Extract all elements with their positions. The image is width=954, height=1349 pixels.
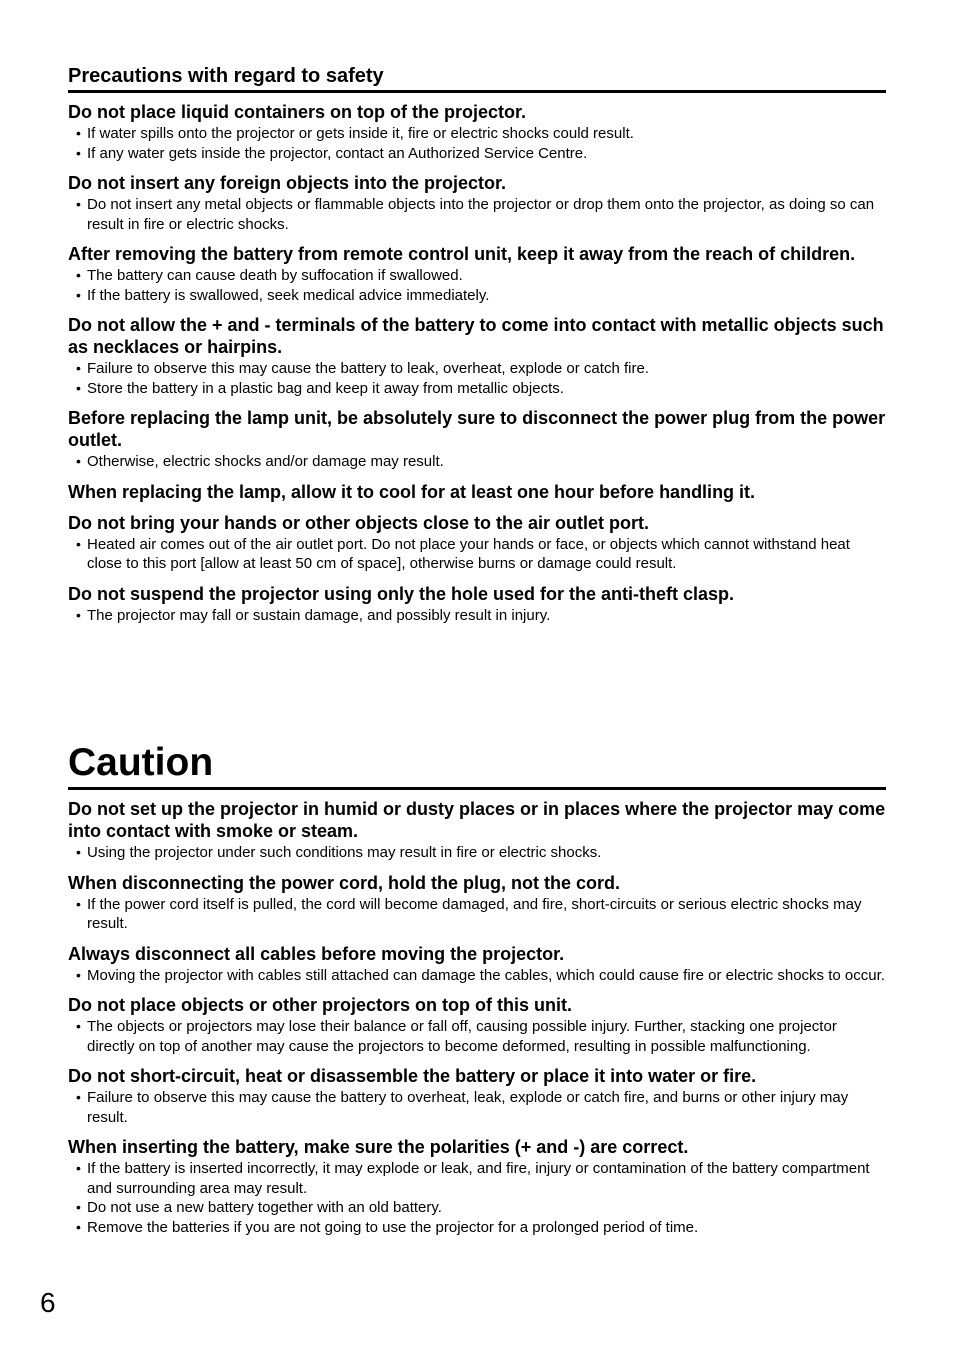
bullet-item <box>68 895 886 934</box>
bullet-item <box>68 286 886 306</box>
safety-item <box>68 407 886 472</box>
bullet-text: If the battery is inserted incorrectly, it may explode or leak, and fire, injury or contamination of the battery compartment and surrounding area may result. <box>87 1160 870 1197</box>
bullet-list <box>68 966 886 986</box>
bullet-list <box>68 124 886 163</box>
bullet-item <box>68 535 886 574</box>
bullet-item <box>68 359 886 379</box>
safety-item <box>68 172 886 234</box>
bullet-list <box>68 359 886 398</box>
safety-item <box>68 481 886 503</box>
bullet-text: If water spills onto the projector or gets inside it, fire or electric shocks could result. <box>87 125 634 142</box>
item-heading: Do not bring your hands or other objects close to the air outlet port. <box>68 512 650 533</box>
bullet-dot-icon: • <box>76 1218 81 1235</box>
bullet-dot-icon: • <box>76 360 81 376</box>
item-heading: Do not place liquid containers on top of the projector. <box>68 102 527 122</box>
bullet-dot-icon: • <box>76 267 81 283</box>
bullet-item <box>68 144 886 164</box>
bullet-dot-icon: • <box>76 1199 81 1215</box>
safety-item <box>68 583 886 626</box>
bullet-text: Remove the batteries if you are not going to use the projector for a prolonged period of time. <box>87 1218 699 1236</box>
safety-item <box>68 943 886 986</box>
bullet-dot-icon: • <box>76 286 81 303</box>
page-number: 6 <box>40 1287 56 1318</box>
bullet-list <box>68 1088 886 1127</box>
bullet-text: Failure to observe this may cause the battery to leak, overheat, explode or catch fire. <box>87 360 649 377</box>
safety-item <box>68 994 886 1056</box>
precautions-list <box>68 101 886 625</box>
bullet-text: If the power cord itself is pulled, the cord will become damaged, and fire, short-circuits or serious electric shocks may result. <box>87 895 862 932</box>
bullet-item <box>68 452 886 472</box>
bullet-item <box>68 606 886 626</box>
item-heading: Do not insert any foreign objects into the projector. <box>68 173 507 193</box>
bullet-dot-icon: • <box>76 966 81 983</box>
bullet-text: Heated air comes out of the air outlet port. Do not place your hands or face, or objects which cannot withstand heat close to this port [allow at least 50 cm of space], otherwise burns or damage could result. <box>87 535 850 572</box>
bullet-dot-icon: • <box>76 125 81 141</box>
item-heading: Do not short-circuit, heat or disassemble the battery or place it into water or fire. <box>68 1066 757 1086</box>
bullet-dot-icon: • <box>76 895 81 912</box>
precautions-title: Precautions with regard to safety <box>68 64 886 93</box>
bullet-list <box>68 895 886 934</box>
safety-item <box>68 512 886 574</box>
safety-item <box>68 872 886 934</box>
bullet-list <box>68 266 886 305</box>
bullet-text: Do not insert any metal objects or flammable objects into the projector or drop them onto the projector, as doing so can result in fire or electric shocks. <box>87 196 875 233</box>
item-heading: When inserting the battery, make sure the polarities (+ and -) are correct. <box>68 1137 689 1157</box>
bullet-item <box>68 1218 886 1238</box>
caution-title: Caution <box>68 740 886 790</box>
bullet-item <box>68 1017 886 1056</box>
bullet-dot-icon: • <box>76 1089 81 1105</box>
item-heading: Before replacing the lamp unit, be absolutely sure to disconnect the power plug from the power outlet. <box>68 408 886 450</box>
bullet-list <box>68 1017 886 1056</box>
bullet-item <box>68 124 886 144</box>
safety-item <box>68 243 886 305</box>
bullet-list <box>68 606 886 626</box>
bullet-dot-icon: • <box>76 144 81 161</box>
safety-item <box>68 314 886 398</box>
safety-item <box>68 1065 886 1127</box>
safety-item <box>68 1136 886 1237</box>
item-heading: After removing the battery from remote control unit, keep it away from the reach of children. <box>68 244 856 264</box>
bullet-dot-icon: • <box>76 606 81 623</box>
item-heading: Do not place objects or other projectors on top of this unit. <box>68 995 573 1015</box>
bullet-text: Moving the projector with cables still attached can damage the cables, which could cause fire or electric shocks to occur. <box>87 966 885 984</box>
item-heading: When replacing the lamp, allow it to cool for at least one hour before handling it. <box>68 481 756 502</box>
bullet-text: The battery can cause death by suffocation if swallowed. <box>87 267 463 284</box>
bullet-list <box>68 535 886 574</box>
bullet-item <box>68 1088 886 1127</box>
bullet-text: Using the projector under such conditions may result in fire or electric shocks. <box>87 844 602 861</box>
bullet-text: Otherwise, electric shocks and/or damage may result. <box>87 453 444 470</box>
item-heading: Always disconnect all cables before moving the projector. <box>68 943 565 964</box>
bullet-item <box>68 266 886 286</box>
bullet-item <box>68 1159 886 1198</box>
item-heading: Do not allow the + and - terminals of the battery to come into contact with metallic objects such as necklaces or hairpins. <box>68 315 884 357</box>
bullet-text: Do not use a new battery together with an old battery. <box>87 1199 442 1216</box>
bullet-dot-icon: • <box>76 379 81 396</box>
bullet-list <box>68 1159 886 1237</box>
caution-section <box>68 740 886 1246</box>
caution-list <box>68 798 886 1237</box>
bullet-text: Store the battery in a plastic bag and keep it away from metallic objects. <box>87 379 564 397</box>
item-heading: Do not set up the projector in humid or dusty places or in places where the projector may come into contact with smoke or steam. <box>68 799 886 841</box>
bullet-text: The objects or projectors may lose their balance or fall off, causing possible injury. Further, stacking one projector directly on top of another may cause the projectors to become deformed, resulting in possible malfunctioning. <box>87 1018 837 1055</box>
bullet-text: The projector may fall or sustain damage, and possibly result in injury. <box>87 606 551 624</box>
item-heading: When disconnecting the power cord, hold the plug, not the cord. <box>68 872 620 893</box>
bullet-dot-icon: • <box>76 1018 81 1034</box>
bullet-list <box>68 452 886 472</box>
bullet-dot-icon: • <box>76 1160 81 1176</box>
safety-item <box>68 101 886 163</box>
bullet-dot-icon: • <box>76 535 81 552</box>
precautions-section <box>68 64 886 634</box>
bullet-list <box>68 195 886 234</box>
bullet-text: If any water gets inside the projector, contact an Authorized Service Centre. <box>87 144 588 162</box>
bullet-text: Failure to observe this may cause the battery to overheat, leak, explode or catch fire, and burns or other injury may result. <box>87 1089 849 1126</box>
bullet-list <box>68 843 886 863</box>
bullet-dot-icon: • <box>76 844 81 860</box>
bullet-item <box>68 195 886 234</box>
bullet-item <box>68 966 886 986</box>
bullet-text: If the battery is swallowed, seek medical advice immediately. <box>87 286 490 304</box>
safety-item <box>68 798 886 863</box>
bullet-item <box>68 379 886 399</box>
bullet-dot-icon: • <box>76 196 81 212</box>
bullet-dot-icon: • <box>76 453 81 469</box>
bullet-item <box>68 1198 886 1218</box>
bullet-item <box>68 843 886 863</box>
item-heading: Do not suspend the projector using only the hole used for the anti-theft clasp. <box>68 583 735 604</box>
